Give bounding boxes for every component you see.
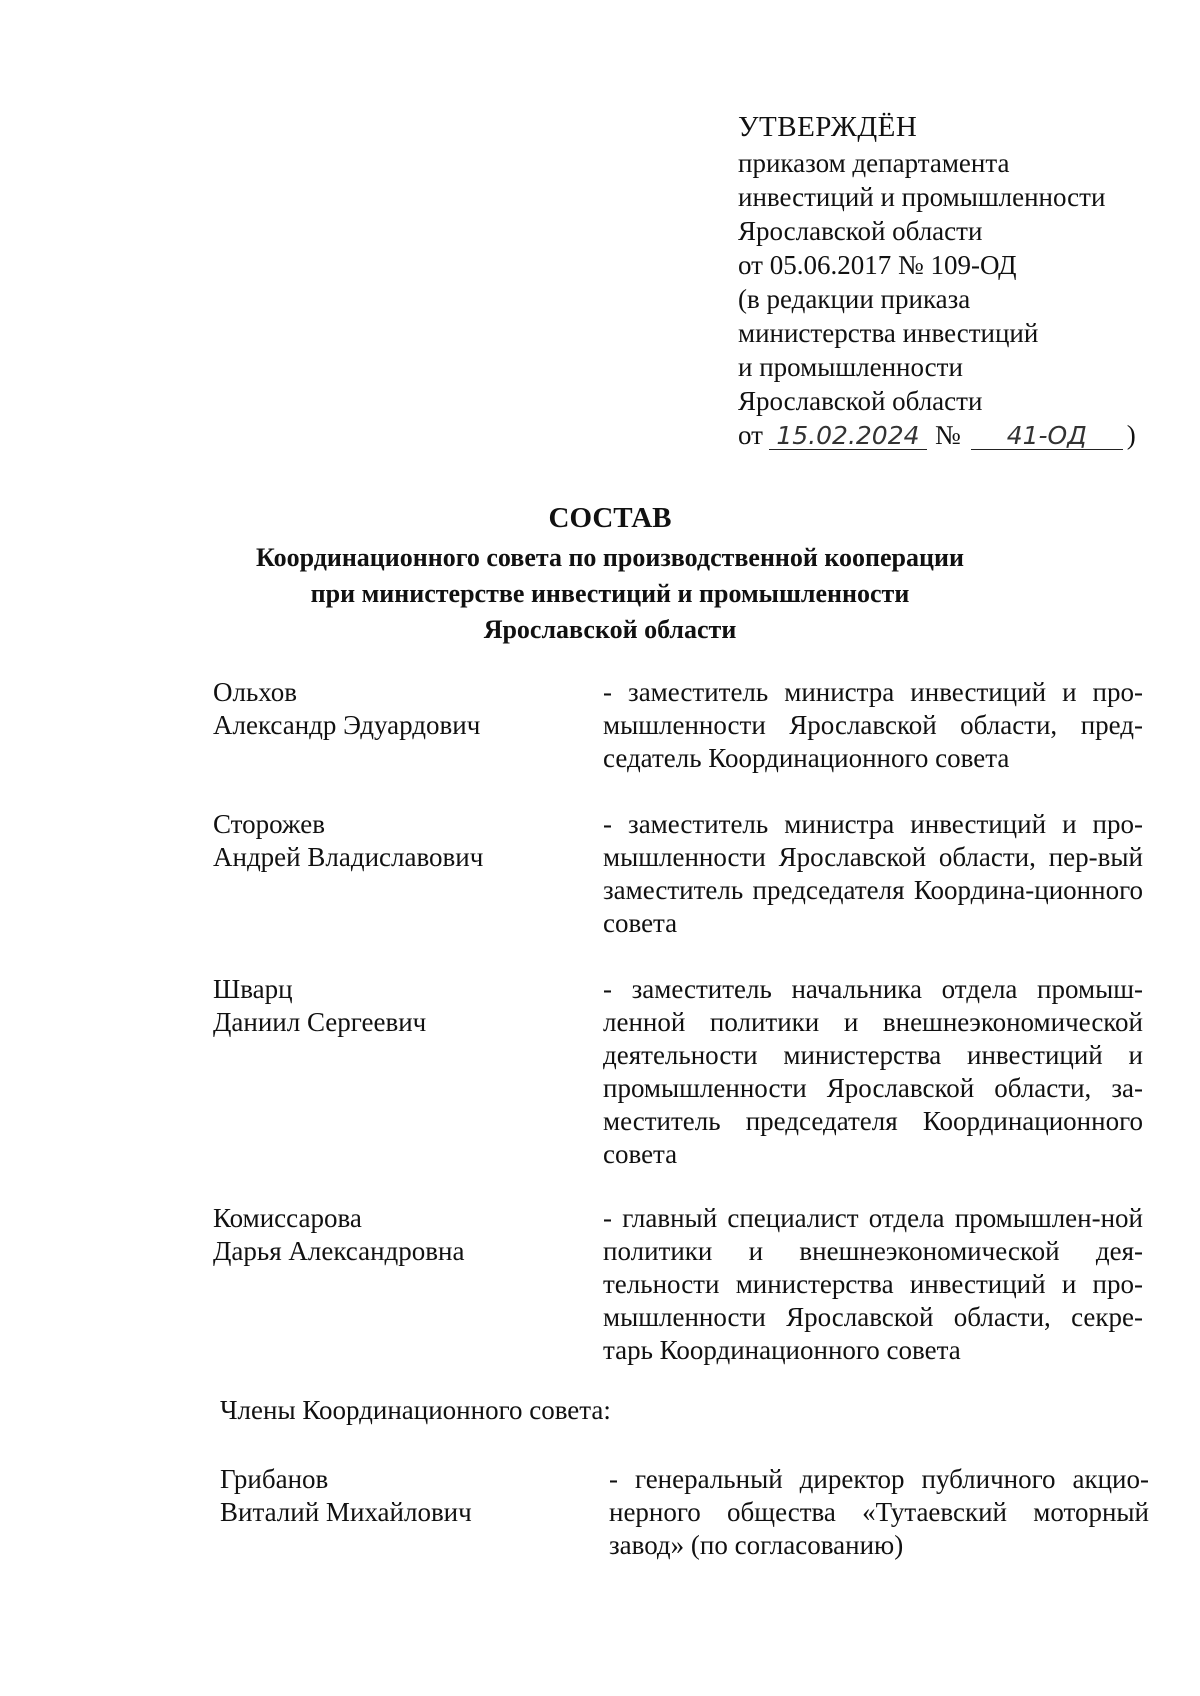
amendment-date-line <box>738 418 1168 452</box>
member-given-name: Александр Эдуардович <box>213 710 481 740</box>
member-surname: Ольхов <box>213 677 298 707</box>
member-name <box>213 676 573 742</box>
approval-stamp-block <box>738 110 1168 452</box>
council-member-row <box>213 1463 1149 1573</box>
approval-line: Ярославской области <box>738 216 983 246</box>
member-role: - главный специалист отдела промышлен-ной политики и внешнеэкономической дея-тельности министерства инвестиций и про-мышленности Ярославской области, секре-тарь Координационного совета <box>603 1203 1143 1365</box>
member-role: - заместитель начальника отдела промыш-ленной политики и внешнеэкономической деятельности министерства инвестиций и промышленности Ярославской области, за-меститель председателя Координационного совета <box>603 974 1143 1169</box>
member-given-name: Дарья Александровна <box>213 1236 465 1266</box>
document-title: СОСТАВ <box>548 502 672 534</box>
member-role: - заместитель министра инвестиций и про-мышленности Ярославской области, пер-вый заместитель председателя Координа-ционного совета <box>603 809 1143 938</box>
document-subtitle-line: Координационного совета по производственной кооперации <box>256 543 964 572</box>
member-name <box>213 1202 573 1268</box>
from-prefix: от <box>738 420 763 450</box>
member-row <box>213 973 1143 1173</box>
approval-line: министерства инвестиций <box>738 318 1039 348</box>
member-role: - генеральный директор публичного акцио-нерного общества «Тутаевский моторный завод» (по согласованию) <box>609 1464 1149 1560</box>
member-row <box>213 808 1143 948</box>
member-surname: Грибанов <box>220 1464 329 1494</box>
member-given-name: Даниил Сергеевич <box>213 1007 427 1037</box>
member-name <box>220 1463 580 1529</box>
approval-line: и промышленности <box>738 352 963 382</box>
members-section-label: Члены Координационного совета: <box>220 1395 611 1425</box>
member-role: - заместитель министра инвестиций и про-мышленности Ярославской области, пред-седатель Координационного совета <box>603 677 1143 773</box>
approval-line: приказом департамента <box>738 148 1010 178</box>
member-name <box>213 973 573 1039</box>
handwritten-date: 15.02.2024 <box>769 423 927 450</box>
document-title-block <box>160 500 1060 648</box>
approval-line: от 05.06.2017 № 109-ОД <box>738 250 1017 280</box>
handwritten-number: 41-ОД <box>971 423 1123 450</box>
member-surname: Шварц <box>213 974 293 1004</box>
approval-line: инвестиций и промышленности <box>738 182 1106 212</box>
member-surname: Комиссарова <box>213 1203 362 1233</box>
number-sign: № <box>934 420 961 450</box>
document-subtitle-line: Ярославской области <box>483 615 737 644</box>
member-surname: Сторожев <box>213 809 325 839</box>
member-row <box>213 1202 1143 1372</box>
member-given-name: Виталий Михайлович <box>220 1497 472 1527</box>
approved-title: УТВЕРЖДЁН <box>738 111 918 143</box>
closing-paren: ) <box>1126 420 1136 450</box>
document-subtitle-line: при министерстве инвестиций и промышленности <box>310 579 910 608</box>
approval-line: Ярославской области <box>738 386 983 416</box>
member-name <box>213 808 573 874</box>
member-given-name: Андрей Владиславович <box>213 842 484 872</box>
approval-line: (в редакции приказа <box>738 284 971 314</box>
member-row <box>213 676 1143 776</box>
